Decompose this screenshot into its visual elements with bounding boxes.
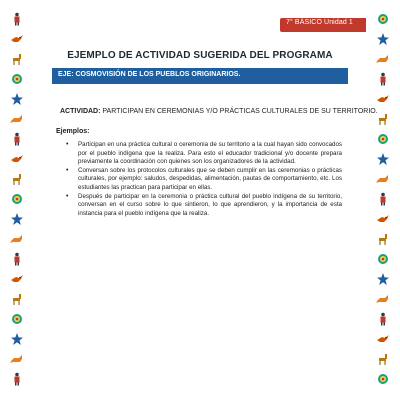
flower-icon [10, 312, 24, 326]
eje-bar [52, 68, 348, 84]
fox-icon [376, 52, 390, 66]
bird-icon [376, 212, 390, 226]
figure-icon [10, 12, 24, 26]
fox-icon [10, 352, 24, 366]
flower-icon [10, 192, 24, 206]
unit-badge [280, 18, 366, 32]
star-icon [10, 332, 24, 346]
fox-icon [10, 232, 24, 246]
star-icon [376, 32, 390, 46]
bullet-icon: • [66, 141, 69, 148]
actividad-text: PARTICIPAN EN CEREMONIAS Y/O PRÁCTICAS CULTURALES DE SU TERRITORIO. [100, 108, 378, 115]
bird-icon [376, 332, 390, 346]
guanaco-icon [376, 112, 390, 126]
fox-icon [10, 112, 24, 126]
figure-icon [10, 252, 24, 266]
bullet-icon: • [66, 166, 69, 174]
actividad-line [60, 108, 378, 115]
unit-badge-text: 7° BÁSICO Unidad 1 [286, 19, 353, 26]
bird-icon [10, 272, 24, 286]
figure-icon [10, 372, 24, 386]
ejemplos-heading: Ejemplos: [56, 128, 90, 135]
figure-icon [376, 72, 390, 86]
figure-icon [376, 312, 390, 326]
list-item-text: Conversan sobre los protocolos culturales que se deben cumplir en las ceremonias o prácticas culturales, por ejemplo: saludos, despedidas, alimentación, pautas de comportamiento, etc. Los estudiantes las practican para participar en ellas. [78, 166, 342, 191]
guanaco-icon [376, 232, 390, 246]
left-decorative-border [0, 0, 34, 400]
flower-icon [376, 252, 390, 266]
figure-icon [10, 132, 24, 146]
fox-icon [376, 172, 390, 186]
flower-icon [376, 132, 390, 146]
star-icon [10, 92, 24, 106]
bird-icon [10, 32, 24, 46]
figure-icon [376, 192, 390, 206]
examples-list [64, 141, 342, 218]
guanaco-icon [376, 352, 390, 366]
list-item [64, 141, 342, 167]
bird-icon [376, 92, 390, 106]
page-title: EJEMPLO DE ACTIVIDAD SUGERIDA DEL PROGRAMA [67, 50, 333, 61]
actividad-label: ACTIVIDAD: [60, 108, 101, 115]
guanaco-icon [10, 292, 24, 306]
bird-icon [10, 152, 24, 166]
right-decorative-border [366, 0, 400, 400]
eje-text: EJE: COSMOVISIÓN DE LOS PUEBLOS ORIGINARIOS. [58, 71, 241, 78]
list-item [64, 167, 342, 193]
list-item-text: Participan en una práctica cultural o ceremonia de su territorio a la cual hayan sido convocados por el pueblo indígena que la realiza. Para esto el educador tradicional y/o docente prepara previamente la coordinación con quienes son los organizadores de la actividad. [78, 141, 342, 166]
fox-icon [376, 292, 390, 306]
list-item [64, 193, 342, 219]
flower-icon [10, 72, 24, 86]
star-icon [376, 152, 390, 166]
guanaco-icon [10, 52, 24, 66]
flower-icon [376, 12, 390, 26]
flower-icon [376, 372, 390, 386]
bullet-icon: • [66, 192, 69, 200]
star-icon [10, 212, 24, 226]
list-item-text: Después de participar en la ceremonia o práctica cultural del pueblo indígena de su territorio, conversan en el curso sobre lo que sintieron, lo que aprendieron, y la importancia de esta instancia para el pueblo indígena que la realiza. [78, 192, 342, 217]
guanaco-icon [10, 172, 24, 186]
star-icon [376, 272, 390, 286]
